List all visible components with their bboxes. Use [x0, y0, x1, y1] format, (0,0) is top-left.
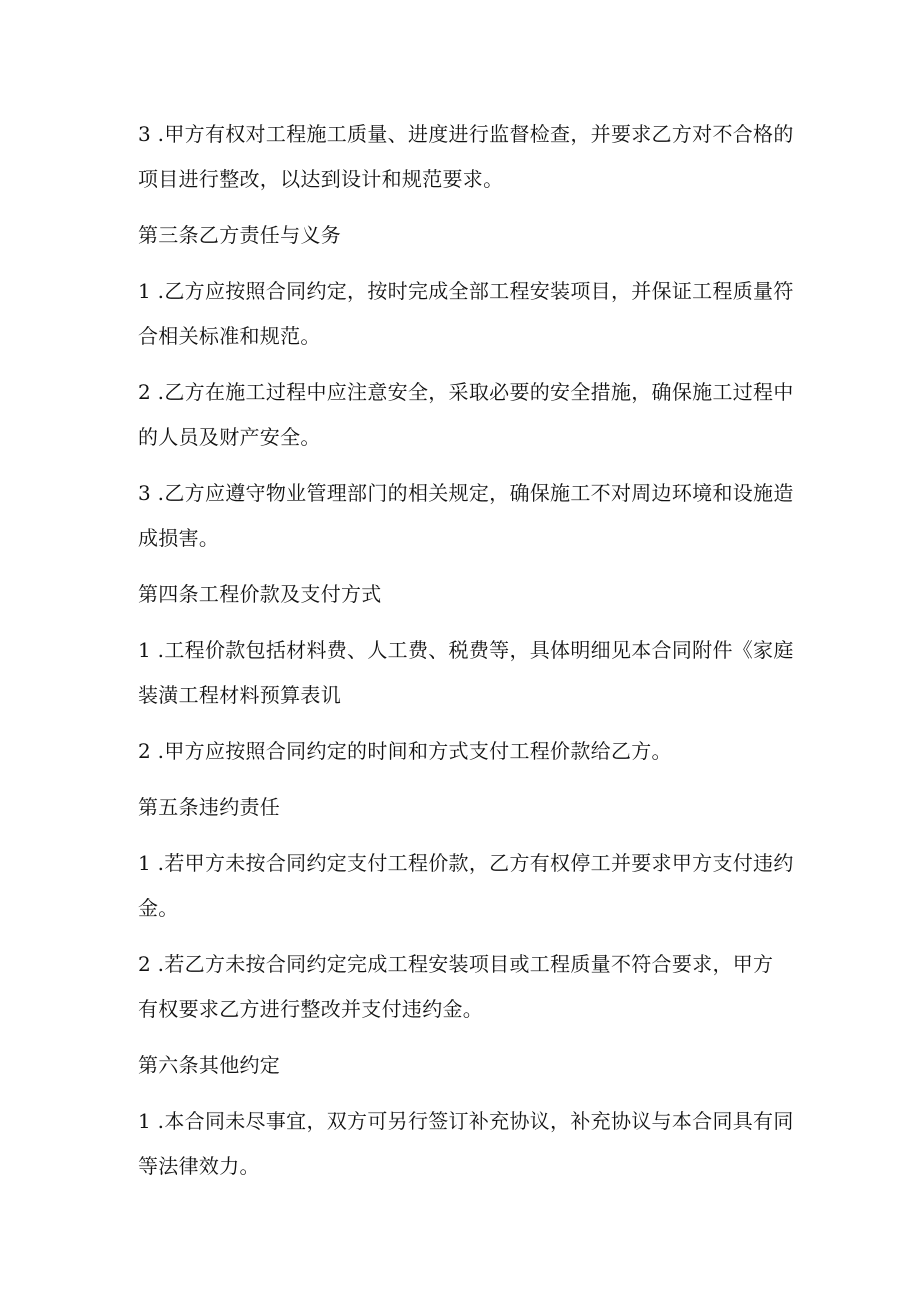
clause-item-4-2 — [138, 729, 788, 774]
text-line: 装潢工程材料预算表讥 — [138, 683, 341, 707]
text-line: 2 .甲方应按照合同约定的时间和方式支付工程价款给乙方。 — [138, 739, 672, 763]
section-heading-article-3 — [138, 213, 788, 258]
text-line: 金。 — [138, 896, 179, 920]
text-line: 1 .若甲方未按合同约定支付工程价款，乙方有权停工并要求甲方支付违约 — [138, 851, 794, 875]
text-line: 2 .乙方在施工过程中应注意安全，采取必要的安全措施，确保施工过程中 — [138, 380, 794, 404]
text-line: 的人员及财产安全。 — [138, 425, 321, 449]
document-body — [138, 112, 794, 1200]
clause-item-3-1 — [138, 269, 794, 359]
text-line: 1 .乙方应按照合同约定，按时完成全部工程安装项目，并保证工程质量符 — [138, 279, 794, 303]
heading-text: 第三条乙方责任与义务 — [138, 223, 341, 247]
section-heading-article-4 — [138, 572, 788, 617]
clause-item-3-2 — [138, 370, 794, 460]
section-heading-article-6 — [138, 1043, 788, 1088]
text-line: 成损害。 — [138, 526, 220, 550]
text-line: 1 .本合同未尽事宜，双方可另行签订补充协议，补充协议与本合同具有同 — [138, 1109, 794, 1133]
text-line: 有权要求乙方进行整改并支付违约金。 — [138, 997, 484, 1021]
clause-item-5-2 — [138, 942, 788, 1032]
text-line: 项目进行整改，以达到设计和规范要求。 — [138, 167, 504, 191]
text-line: 3 .乙方应遵守物业管理部门的相关规定，确保施工不对周边环境和设施造 — [138, 481, 794, 505]
clause-item-2-3 — [138, 112, 794, 202]
clause-item-5-1 — [138, 841, 794, 931]
text-line: 1 .工程价款包括材料费、人工费、税费等，具体明细见本合同附件《家庭 — [138, 638, 794, 662]
text-line: 合相关标准和规范。 — [138, 324, 321, 348]
heading-text: 第五条违约责任 — [138, 795, 281, 819]
heading-text: 第六条其他约定 — [138, 1053, 281, 1077]
text-line: 2 .若乙方未按合同约定完成工程安装项目或工程质量不符合要求，甲方 — [138, 952, 774, 976]
clause-item-6-1 — [138, 1099, 794, 1189]
text-line: 3 .甲方有权对工程施工质量、进度进行监督检查，并要求乙方对不合格的 — [138, 122, 794, 146]
clause-item-4-1 — [138, 628, 794, 718]
clause-item-3-3 — [138, 471, 794, 561]
section-heading-article-5 — [138, 785, 788, 830]
heading-text: 第四条工程价款及支付方式 — [138, 582, 382, 606]
text-line: 等法律效力。 — [138, 1154, 260, 1178]
